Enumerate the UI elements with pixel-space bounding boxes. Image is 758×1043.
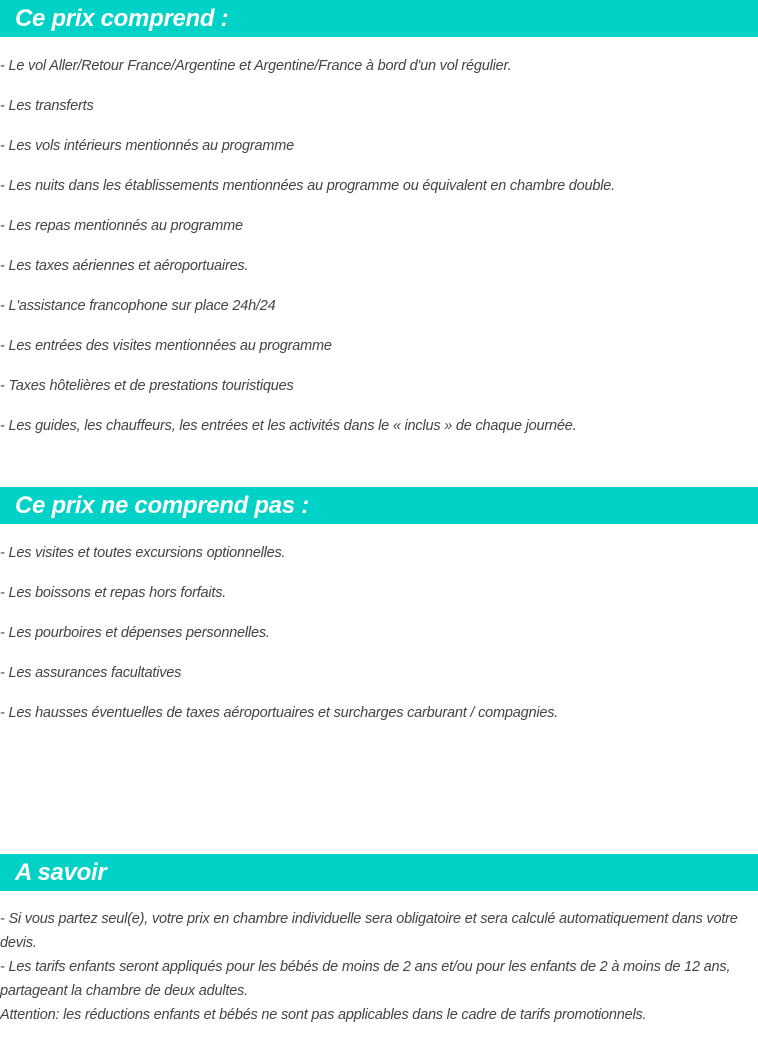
list-item: - Les taxes aériennes et aéroportuaires. (0, 258, 249, 274)
info-section-title: A savoir (0, 854, 758, 891)
excluded-list (0, 542, 758, 742)
info-text-block (0, 907, 758, 1027)
list-item: - Les nuits dans les établissements mentionnées au programme ou équivalent en chambre double. (0, 178, 615, 194)
list-item: - Les pourboires et dépenses personnelles. (0, 625, 270, 641)
included-section-title: Ce prix comprend : (0, 0, 758, 37)
included-list (0, 55, 758, 455)
list-item: - Les guides, les chauffeurs, les entrées et les activités dans le « inclus » de chaque journée. (0, 418, 577, 434)
list-item: - Les visites et toutes excursions optionnelles. (0, 545, 286, 561)
info-paragraph: Attention: les réductions enfants et bébés ne sont pas applicables dans le cadre de tarifs promotionnels. (0, 1007, 647, 1023)
list-item: - Les hausses éventuelles de taxes aéroportuaires et surcharges carburant / compagnies. (0, 705, 559, 721)
list-item: - Les repas mentionnés au programme (0, 218, 243, 234)
list-item: - Les assurances facultatives (0, 665, 182, 681)
list-item: - L'assistance francophone sur place 24h/24 (0, 298, 276, 314)
list-item: - Les vols intérieurs mentionnés au programme (0, 138, 295, 154)
excluded-section-title: Ce prix ne comprend pas : (0, 487, 758, 524)
list-item: - Les transferts (0, 98, 94, 114)
list-item: - Les boissons et repas hors forfaits. (0, 585, 227, 601)
list-item: - Le vol Aller/Retour France/Argentine et Argentine/France à bord d'un vol régulier. (0, 58, 512, 74)
list-item: - Les entrées des visites mentionnées au programme (0, 338, 332, 354)
info-paragraph: - Si vous partez seul(e), votre prix en chambre individuelle sera obligatoire et sera calculé automatiquement dans votre devis. (0, 911, 738, 951)
info-paragraph: - Les tarifs enfants seront appliqués pour les bébés de moins de 2 ans et/ou pour les enfants de 2 à moins de 12 ans, partageant la chambre de deux adultes. (0, 959, 731, 999)
list-item: - Taxes hôtelières et de prestations touristiques (0, 378, 294, 394)
